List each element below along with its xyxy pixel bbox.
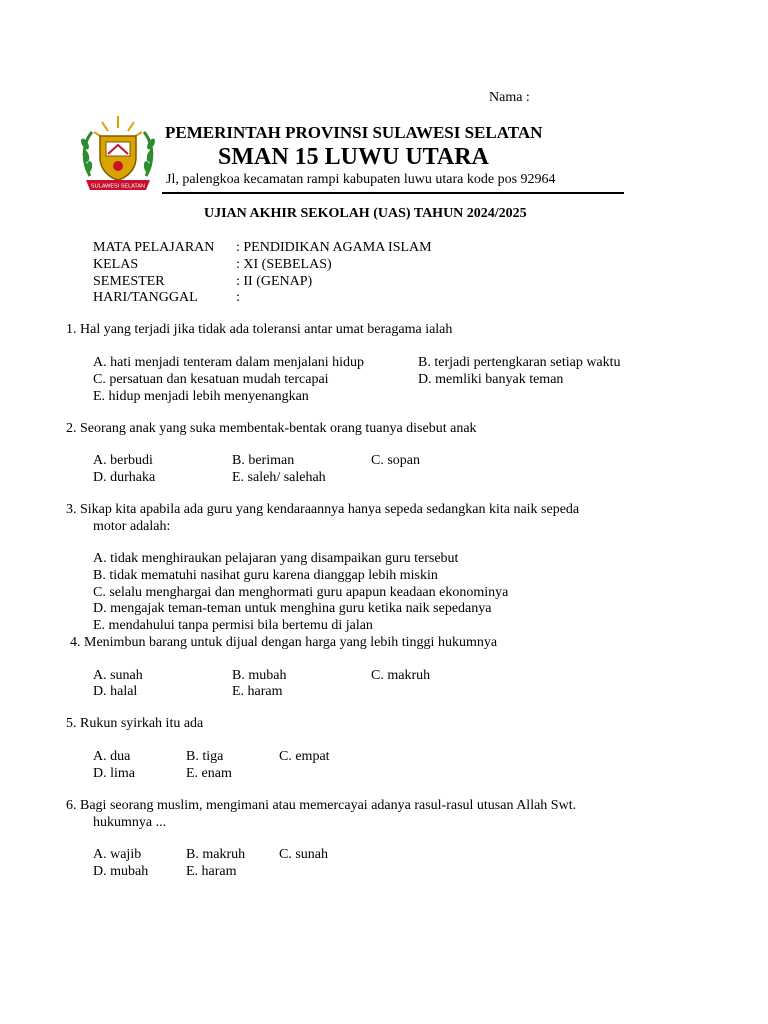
q3-option-a: A. tidak menghiraukan pelajaran yang disampaikan guru tersebut [93, 551, 459, 566]
info-row-semester [93, 273, 312, 290]
school-address: Jl, palengkoa kecamatan rampi kabupaten luwu utara kode pos 92964 [166, 172, 556, 187]
q6-option-b: B. makruh [186, 847, 246, 862]
question-3: 3. Sikap kita apabila ada guru yang kendaraannya hanya sepeda sedangkan kita naik sepeda [66, 502, 580, 517]
q2-option-a: A. berbudi [93, 453, 153, 468]
province-heading: PEMERINTAH PROVINSI SULAWESI SELATAN [165, 123, 543, 142]
info-key: HARI/TANGGAL [93, 290, 198, 305]
q5-option-d: D. lima [93, 766, 135, 781]
q1-option-b: B. terjadi pertengkaran setiap waktu [418, 355, 621, 370]
q4-option-e: E. haram [232, 684, 283, 699]
q4-option-c: C. makruh [371, 668, 431, 683]
province-emblem [80, 114, 156, 196]
question-1: 1. Hal yang terjadi jika tidak ada toleransi antar umat beragama ialah [66, 322, 453, 337]
q5-option-a: A. dua [93, 749, 131, 764]
header-divider [162, 192, 624, 194]
q3-option-e: E. mendahului tanpa permisi bila bertemu di jalan [93, 618, 373, 633]
info-row-date [93, 289, 240, 306]
q2-option-c: C. sopan [371, 453, 420, 468]
q3-option-d: D. mengajak teman-teman untuk menghina guru ketika naik sepedanya [93, 601, 492, 616]
info-row-subject [93, 239, 432, 256]
q4-option-a: A. sunah [93, 668, 143, 683]
info-value: : [236, 290, 240, 305]
question-4: 4. Menimbun barang untuk dijual dengan harga yang lebih tinggi hukumnya [70, 635, 498, 650]
q2-option-d: D. durhaka [93, 470, 156, 485]
info-key: MATA PELAJARAN [93, 240, 215, 255]
info-key: KELAS [93, 257, 139, 272]
school-name: SMAN 15 LUWU UTARA [218, 144, 489, 170]
q6-option-a: A. wajib [93, 847, 142, 862]
info-value: : XI (SEBELAS) [236, 257, 332, 272]
q2-option-b: B. beriman [232, 453, 295, 468]
exam-title: UJIAN AKHIR SEKOLAH (UAS) TAHUN 2024/2025 [204, 206, 527, 221]
q5-option-c: C. empat [279, 749, 330, 764]
q5-option-e: E. enam [186, 766, 232, 781]
q3-option-b: B. tidak mematuhi nasihat guru karena dianggap lebih miskin [93, 568, 438, 583]
q1-option-a: A. hati menjadi tenteram dalam menjalani hidup [93, 355, 364, 370]
q5-option-b: B. tiga [186, 749, 224, 764]
info-value: : II (GENAP) [236, 274, 313, 289]
q1-option-c: C. persatuan dan kesatuan mudah tercapai [93, 372, 329, 387]
q2-option-e: E. saleh/ salehah [232, 470, 326, 485]
info-key: SEMESTER [93, 274, 165, 289]
question-3-continued: motor adalah: [93, 519, 171, 534]
q3-option-c: C. selalu menghargai dan menghormati guru apapun keadaan ekonominya [93, 585, 509, 600]
q6-option-e: E. haram [186, 864, 237, 879]
q6-option-c: C. sunah [279, 847, 328, 862]
info-value: : PENDIDIKAN AGAMA ISLAM [236, 240, 432, 255]
question-6-continued: hukumnya ... [93, 815, 167, 830]
svg-text:SULAWESI SELATAN: SULAWESI SELATAN [91, 183, 145, 190]
question-2: 2. Seorang anak yang suka membentak-bentak orang tuanya disebut anak [66, 421, 477, 436]
q1-option-e: E. hidup menjadi lebih menyenangkan [93, 389, 309, 404]
q6-option-d: D. mubah [93, 864, 149, 879]
question-5: 5. Rukun syirkah itu ada [66, 716, 204, 731]
question-6: 6. Bagi seorang muslim, mengimani atau memercayai adanya rasul-rasul utusan Allah Swt. [66, 798, 577, 813]
info-row-class [93, 256, 332, 273]
q4-option-b: B. mubah [232, 668, 287, 683]
q4-option-d: D. halal [93, 684, 138, 699]
name-label: Nama : [489, 90, 530, 105]
q1-option-d: D. memliki banyak teman [418, 372, 564, 387]
